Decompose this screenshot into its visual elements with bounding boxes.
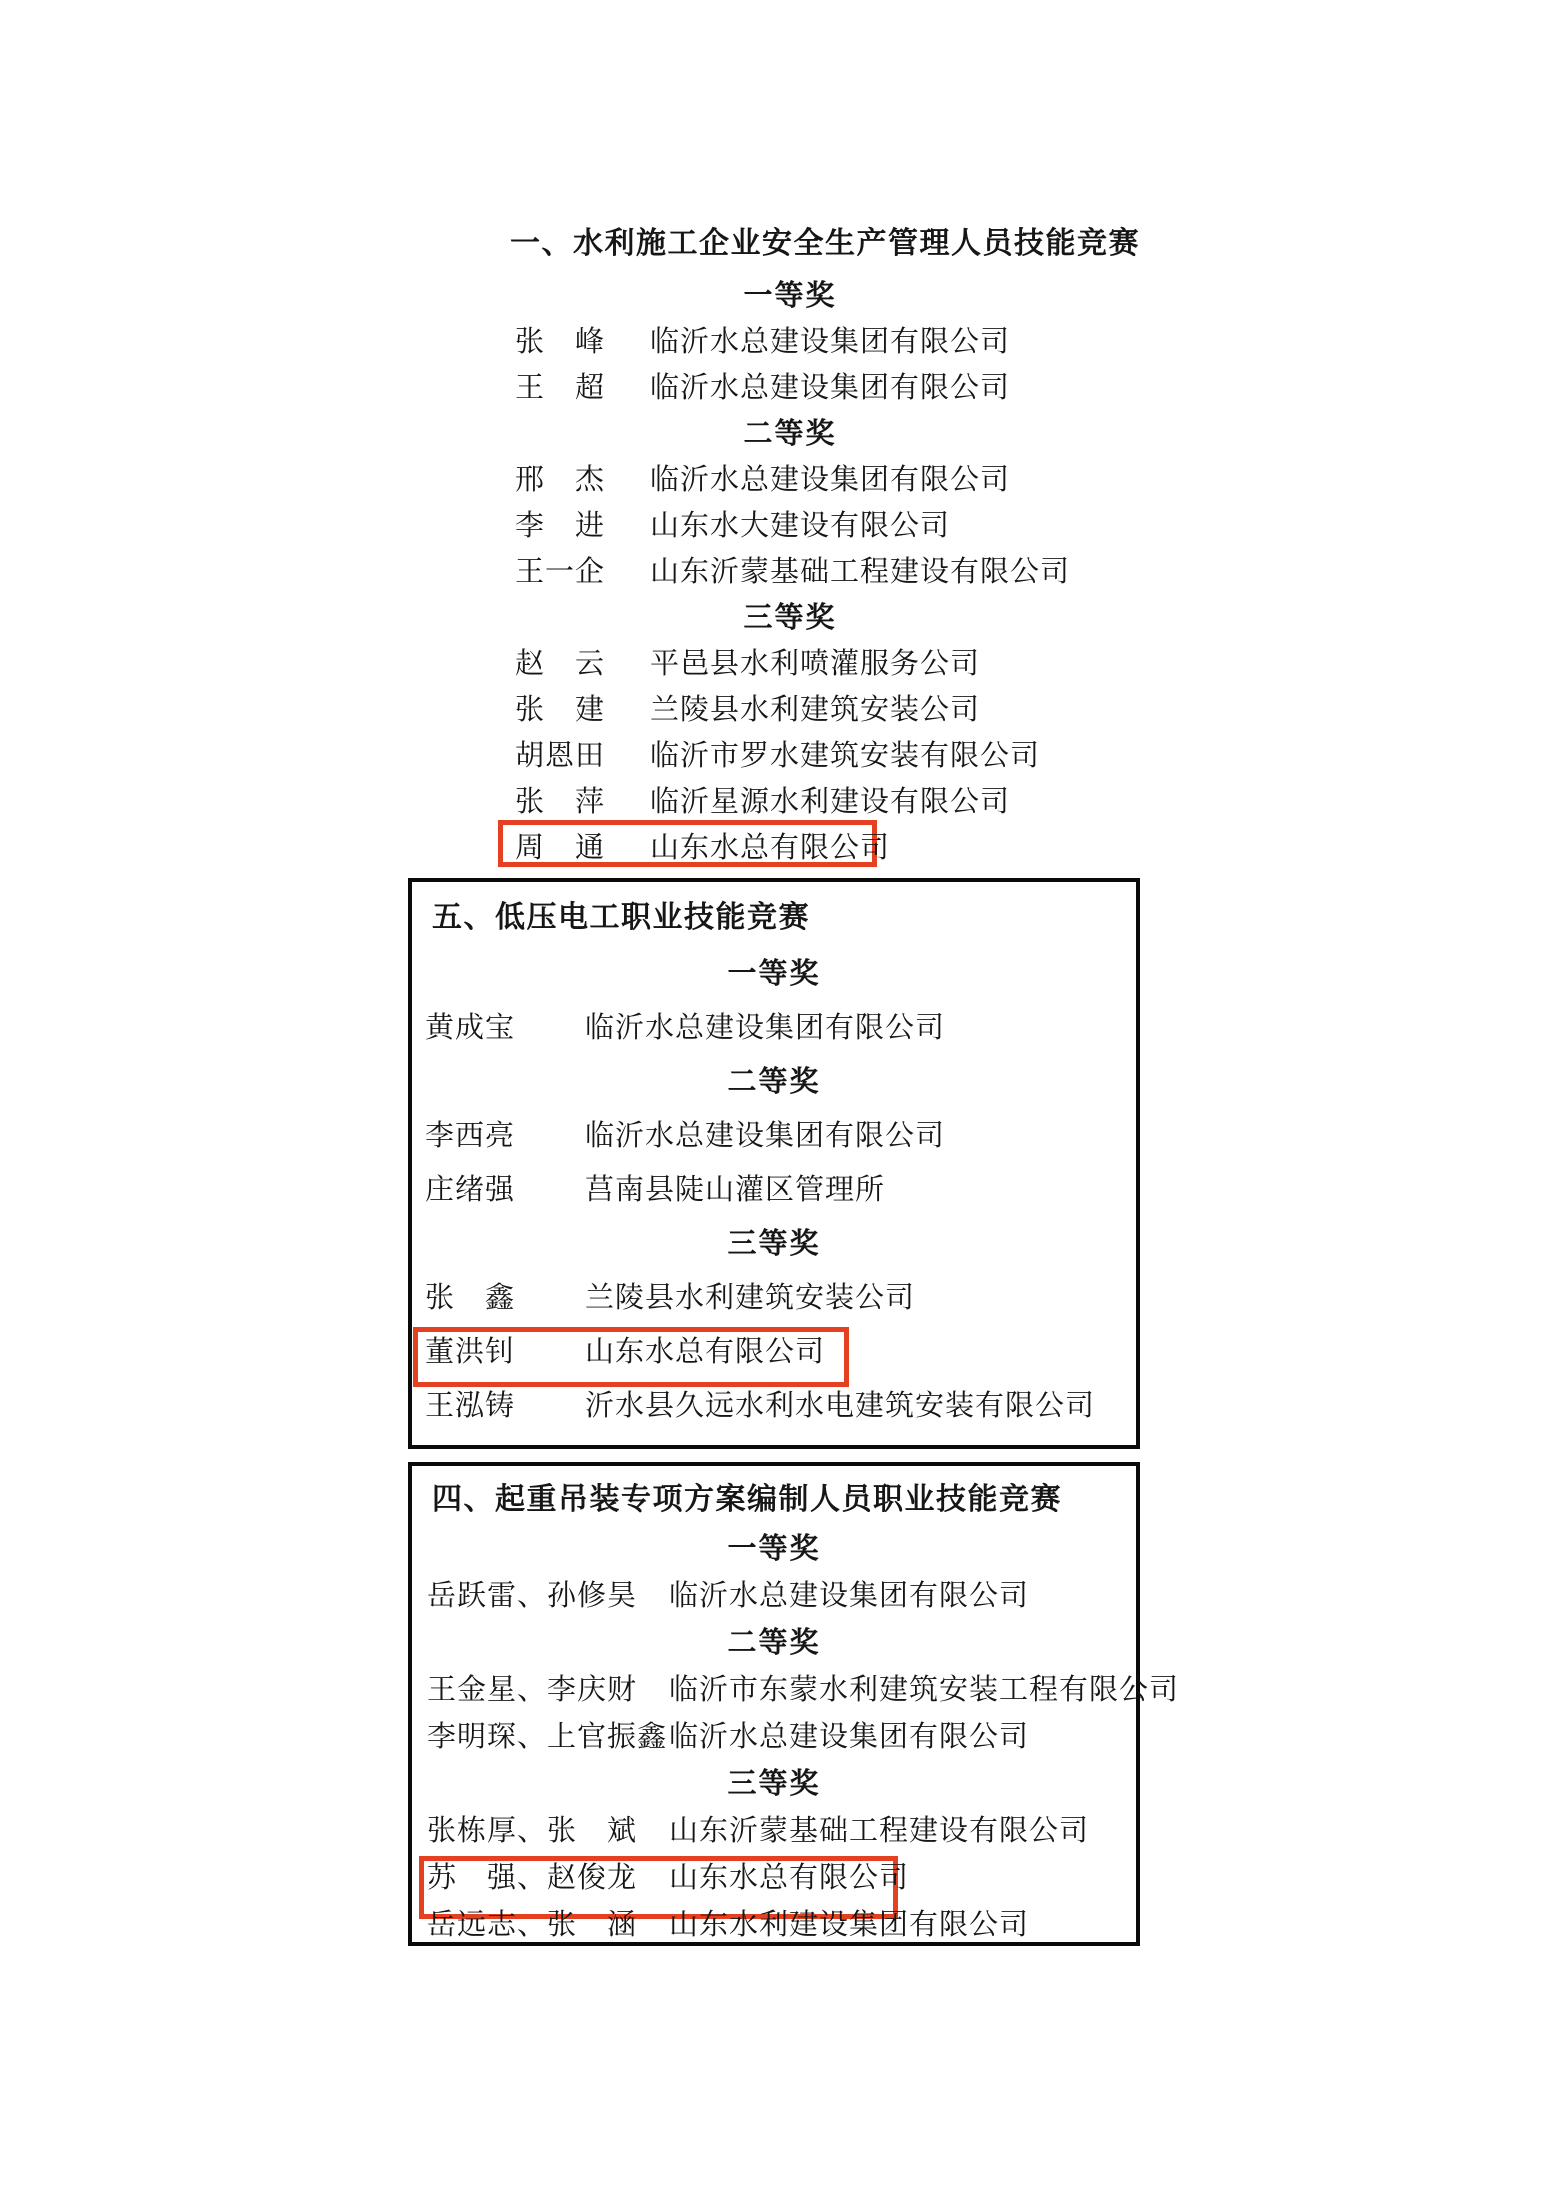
winner-name: 周 通 (515, 832, 606, 864)
winner-name: 李明琛、上官振鑫 (427, 1721, 668, 1753)
winner-name: 岳跃雷、孙修昊 (427, 1580, 638, 1612)
award-entry-row (412, 1271, 1136, 1325)
award-entry-row (515, 779, 1065, 825)
winner-company: 山东水利建设集团有限公司 (669, 1909, 1030, 1941)
winner-name: 李西亮 (425, 1120, 516, 1152)
winner-name: 王一企 (515, 556, 606, 588)
winner-company: 临沂水总建设集团有限公司 (669, 1580, 1030, 1612)
award-tier-header: 一等奖 (727, 1533, 821, 1565)
award-tier-header: 三等奖 (727, 1768, 821, 1800)
award-tier-header: 二等奖 (743, 418, 837, 450)
section-shuili-shigong (510, 222, 1140, 871)
award-entry-row (515, 549, 1071, 595)
award-entry-row (515, 687, 1065, 733)
award-entry-row (412, 1808, 1136, 1855)
winner-name: 赵 云 (515, 648, 606, 680)
award-tier-header: 一等奖 (727, 958, 821, 990)
winner-company: 山东水大建设有限公司 (650, 510, 951, 542)
winner-name: 张 建 (515, 694, 606, 726)
winner-name: 岳远志、张 涵 (427, 1909, 638, 1941)
winner-name: 李 进 (515, 510, 606, 542)
winner-company: 山东水总有限公司 (650, 832, 891, 864)
section-title: 五、低压电工职业技能竞赛 (432, 901, 810, 934)
winner-name: 王 超 (515, 372, 606, 404)
winner-name: 张 鑫 (425, 1282, 516, 1314)
winner-company: 临沂水总建设集团有限公司 (650, 326, 1011, 358)
award-entry-row (412, 1109, 1136, 1163)
winner-company: 沂水县久远水利水电建筑安装有限公司 (585, 1390, 1096, 1422)
award-entry-row (515, 641, 1065, 687)
winner-name: 胡恩田 (515, 740, 606, 772)
award-entry-row (515, 503, 1065, 549)
winner-company: 临沂水总建设集团有限公司 (669, 1721, 1030, 1753)
winner-company: 山东沂蒙基础工程建设有限公司 (669, 1815, 1090, 1847)
section-title: 一、水利施工企业安全生产管理人员技能竞赛 (510, 227, 1140, 260)
winner-name: 王泓铸 (425, 1390, 516, 1422)
award-entry-row (515, 365, 1065, 411)
winner-company: 山东水总有限公司 (585, 1336, 826, 1368)
award-entry-row (515, 825, 1065, 871)
winner-company: 山东沂蒙基础工程建设有限公司 (650, 556, 1071, 588)
section-qizhong-diaozhuang (408, 1462, 1180, 1946)
winner-company: 临沂水总建设集团有限公司 (650, 372, 1011, 404)
section-diya-diangong (408, 878, 1140, 1449)
award-entry-row (515, 457, 1065, 503)
winner-company: 临沂市东蒙水利建筑安装工程有限公司 (669, 1674, 1180, 1706)
winner-company: 临沂水总建设集团有限公司 (585, 1012, 946, 1044)
winner-name: 张 峰 (515, 326, 606, 358)
winner-company: 莒南县陡山灌区管理所 (585, 1174, 886, 1206)
section-title: 四、起重吊装专项方案编制人员职业技能竞赛 (432, 1483, 1062, 1516)
winner-name: 王金星、李庆财 (427, 1674, 638, 1706)
award-entry-row (412, 1325, 1136, 1379)
award-entry-row (515, 319, 1065, 365)
winner-company: 临沂水总建设集团有限公司 (650, 464, 1011, 496)
winner-company: 兰陵县水利建筑安装公司 (585, 1282, 916, 1314)
winner-company: 临沂市罗水建筑安装有限公司 (650, 740, 1041, 772)
winner-name: 张栋厚、张 斌 (427, 1815, 638, 1847)
winner-company: 山东水总有限公司 (669, 1862, 910, 1894)
winner-name: 董洪钊 (425, 1336, 516, 1368)
award-entry-row (412, 1163, 1136, 1217)
award-entry-row (515, 733, 1065, 779)
award-entry-row (412, 1001, 1136, 1055)
winner-name: 张 萍 (515, 786, 606, 818)
winner-name: 苏 强、赵俊龙 (427, 1862, 638, 1894)
winner-company: 临沂水总建设集团有限公司 (585, 1120, 946, 1152)
award-tier-header: 三等奖 (743, 602, 837, 634)
award-entry-row (412, 1379, 1136, 1433)
award-entry-row (412, 1573, 1136, 1620)
winner-name: 庄绪强 (425, 1174, 516, 1206)
award-entry-row (412, 1714, 1136, 1761)
award-tier-header: 三等奖 (727, 1228, 821, 1260)
award-tier-header: 二等奖 (727, 1066, 821, 1098)
winner-name: 黄成宝 (425, 1012, 516, 1044)
award-entry-row (412, 1902, 1136, 1949)
winner-company: 兰陵县水利建筑安装公司 (650, 694, 981, 726)
winner-company: 平邑县水利喷灌服务公司 (650, 648, 981, 680)
winner-company: 临沂星源水利建设有限公司 (650, 786, 1011, 818)
award-entry-row (412, 1855, 1136, 1902)
winner-name: 邢 杰 (515, 464, 606, 496)
award-entry-row (412, 1667, 1180, 1714)
award-tier-header: 二等奖 (727, 1627, 821, 1659)
award-tier-header: 一等奖 (743, 280, 837, 312)
